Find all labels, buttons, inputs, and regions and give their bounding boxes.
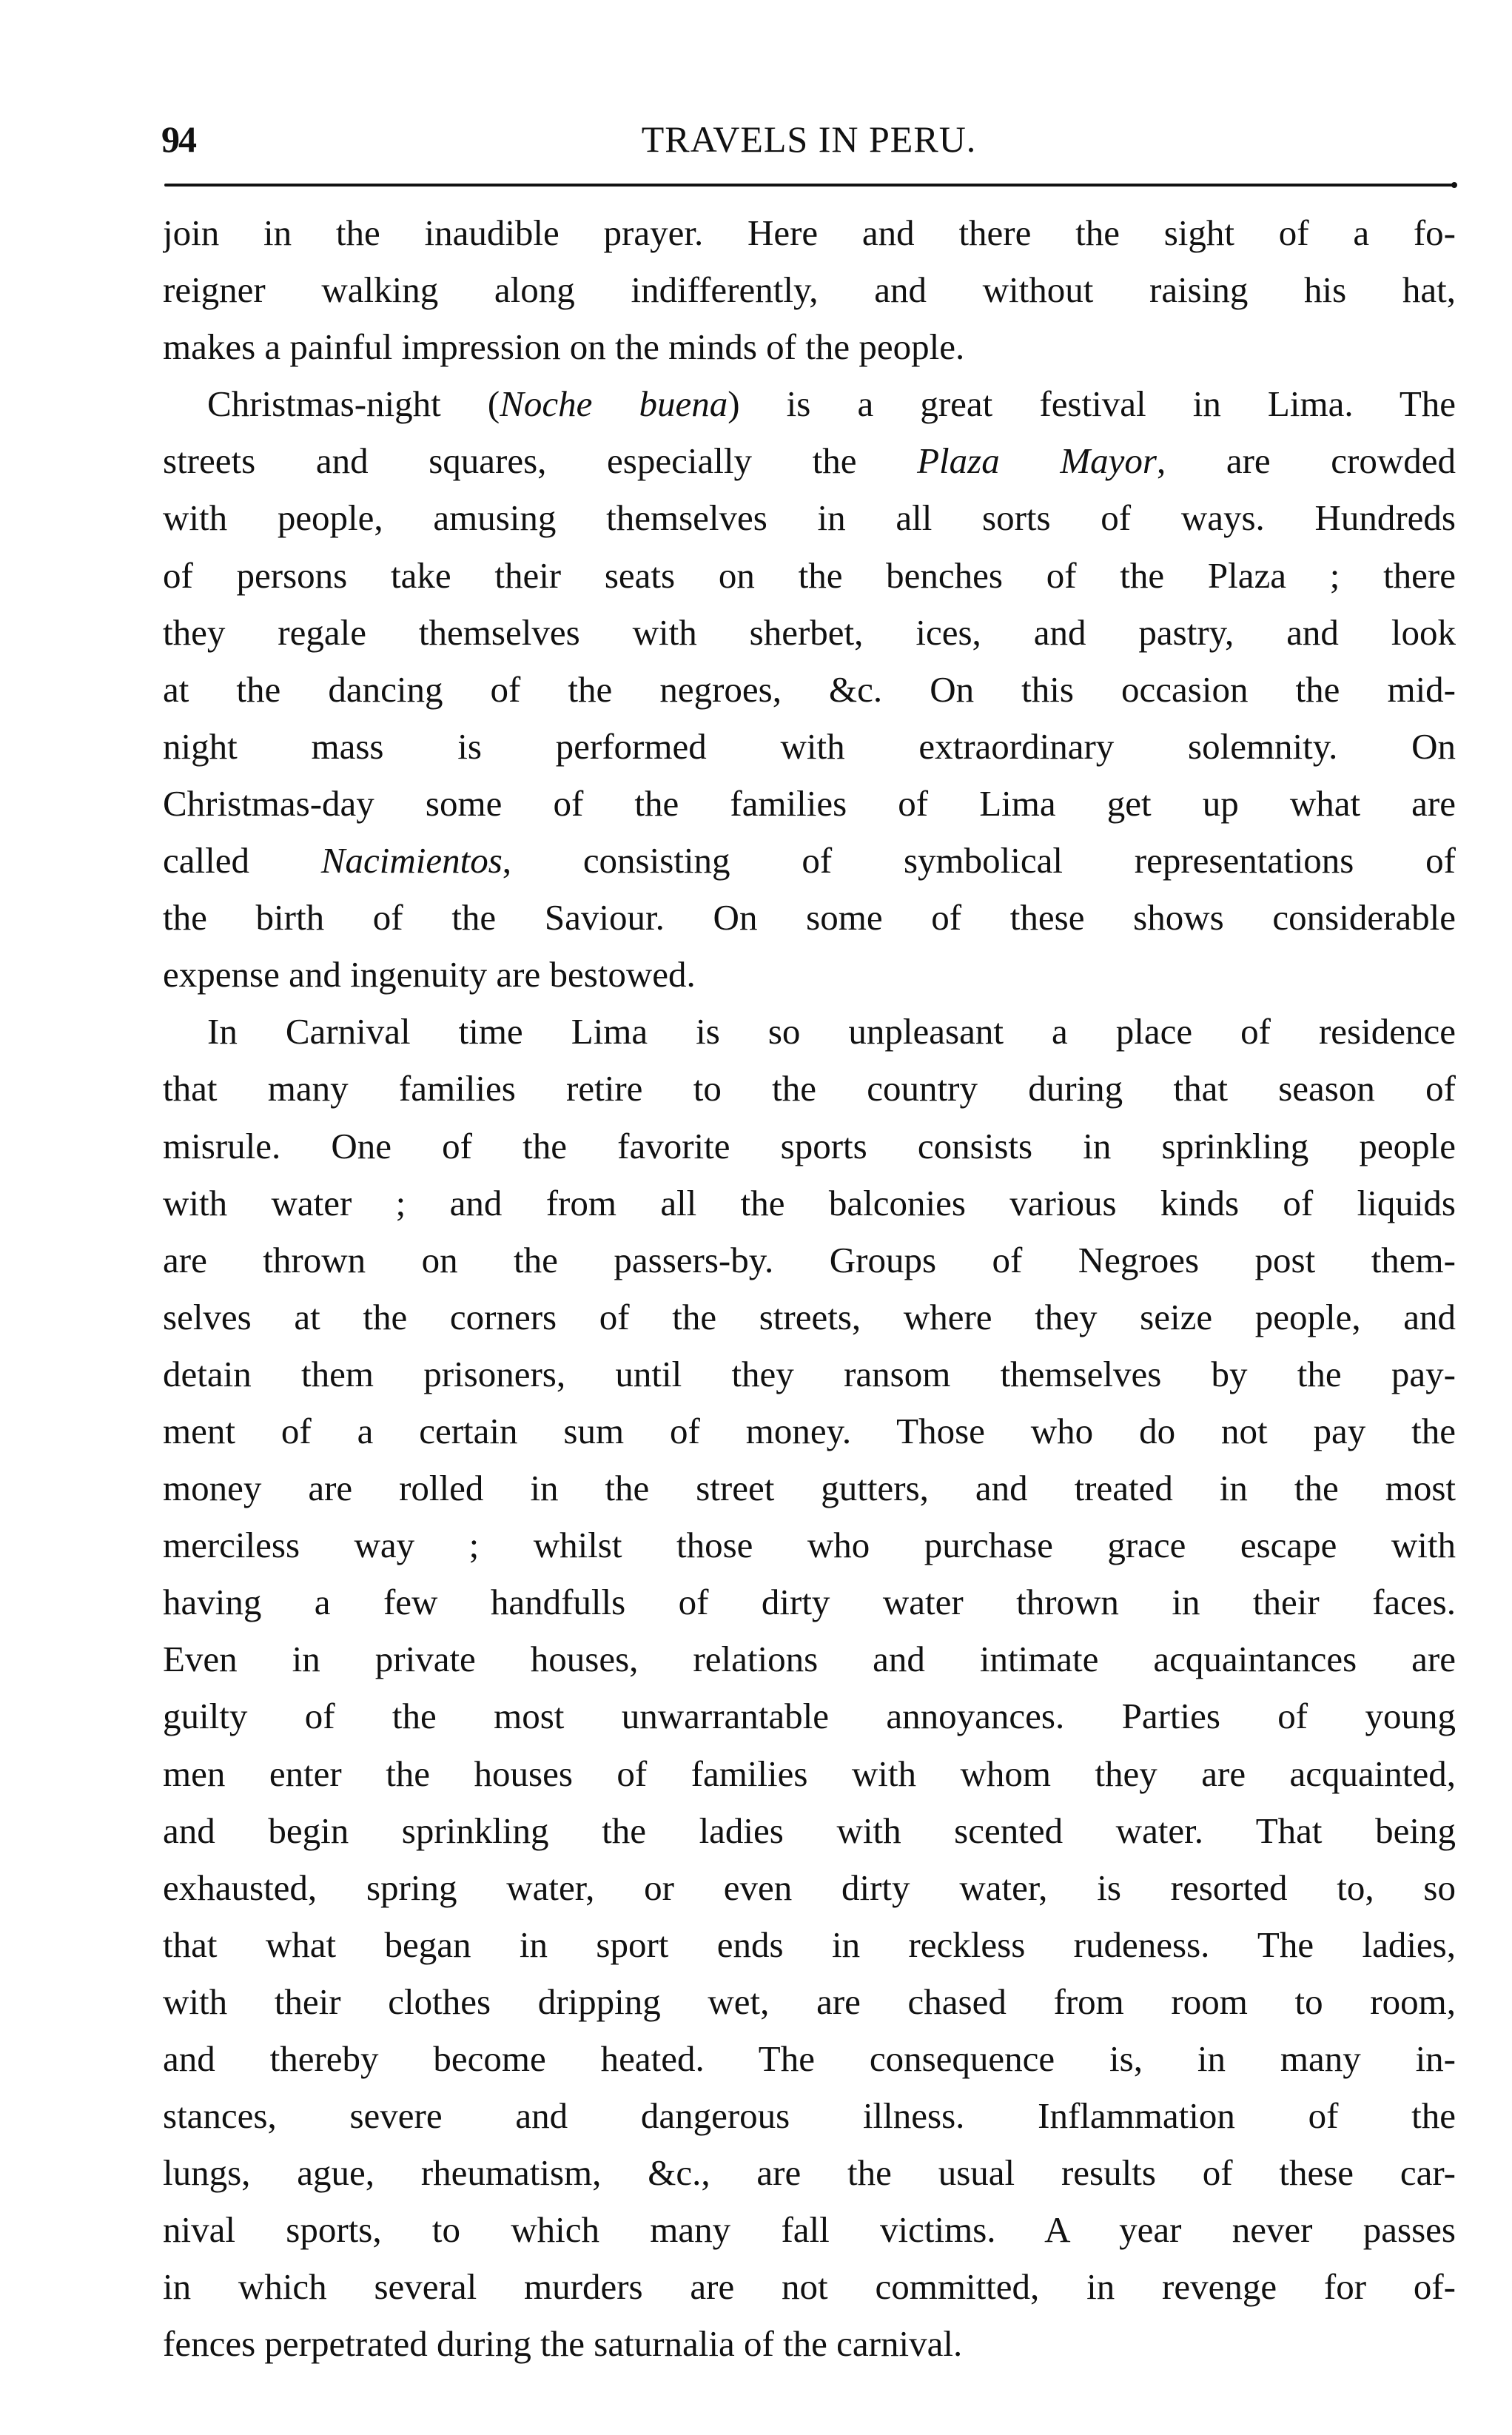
text-line: makes a painful impression on the minds of the people. (163, 326, 965, 368)
text-line: guilty of the most unwarrantable annoyances. Parties of young (163, 1696, 1456, 1737)
italic-term: Noche buena (500, 383, 728, 425)
text-line: called Nacimientos, consisting of symbolical representations of (163, 840, 1456, 881)
text-line: lungs, ague, rheumatism, &c., are the usual results of these car- (163, 2152, 1456, 2194)
text-line: of persons take their seats on the benches of the Plaza ; there (163, 554, 1456, 596)
text-line: and thereby become heated. The consequence is, in many in- (163, 2038, 1456, 2079)
page-number: 94 (161, 118, 195, 160)
text-line: with people, amusing themselves in all sorts of ways. Hundreds (163, 497, 1456, 539)
paragraph-3 (163, 1003, 1456, 2372)
text-line: night mass is performed with extraordinary solemnity. On (163, 725, 1456, 767)
text-line: that many families retire to the country during that season of (163, 1068, 1456, 1109)
running-head (161, 117, 1456, 161)
header-rule (164, 184, 1456, 187)
text-line: money are rolled in the street gutters, and treated in the most (163, 1468, 1456, 1509)
text-line: join in the inaudible prayer. Here and there the sight of a fo- (163, 212, 1456, 253)
text-line: stances, severe and dangerous illness. Inflammation of the (163, 2095, 1456, 2137)
text-line: expense and ingenuity are bestowed. (163, 954, 696, 995)
text-line: Christmas-day some of the families of Lima get up what are (163, 782, 1456, 824)
body-text (163, 204, 1456, 2373)
italic-term: Plaza Mayor (917, 440, 1157, 482)
text-line: misrule. One of the favorite sports consists in sprinkling people (163, 1125, 1456, 1166)
text-line: reigner walking along indifferently, and without raising his hat, (163, 269, 1456, 311)
text-line: streets and squares, especially the Plaza Mayor, are crowded (163, 440, 1456, 482)
running-title: TRAVELS IN PERU. (641, 118, 977, 160)
text-line: exhausted, spring water, or even dirty water, is resorted to, so (163, 1867, 1456, 1908)
text-line: selves at the corners of the streets, where they seize people, and (163, 1296, 1456, 1337)
text-line: nival sports, to which many fall victims. A year never passes (163, 2209, 1456, 2251)
text-line: with water ; and from all the balconies various kinds of liquids (163, 1182, 1456, 1223)
text-line: ment of a certain sum of money. Those who do not pay the (163, 1410, 1456, 1451)
text-line: fences perpetrated during the saturnalia of the carnival. (163, 2323, 963, 2365)
text-line: Christmas-night (Noche buena) is a great festival in Lima. The (207, 383, 1456, 425)
paragraph-2 (163, 375, 1456, 1003)
text-line: Even in private houses, relations and intimate acquaintances are (163, 1639, 1456, 1680)
text-line: men enter the houses of families with whom they are acquainted, (163, 1753, 1456, 1794)
text-line: with their clothes dripping wet, are chased from room to room, (163, 1981, 1456, 2022)
text-line: in which several murders are not committed, in revenge for of- (163, 2266, 1456, 2308)
text-line: that what began in sport ends in reckless rudeness. The ladies, (163, 1924, 1456, 1965)
text-line: merciless way ; whilst those who purchase grace escape with (163, 1525, 1456, 1566)
text-line: detain them prisoners, until they ransom themselves by the pay- (163, 1353, 1456, 1394)
text-line: and begin sprinkling the ladies with scented water. That being (163, 1810, 1456, 1851)
text-line: In Carnival time Lima is so unpleasant a place of residence (207, 1011, 1456, 1052)
text-line: having a few handfulls of dirty water thrown in their faces. (163, 1582, 1456, 1623)
paragraph-1 (163, 204, 1456, 375)
italic-term: Nacimientos (320, 840, 503, 881)
text-line: at the dancing of the negroes, &c. On this occasion the mid- (163, 668, 1456, 710)
text-line: the birth of the Saviour. On some of these shows considerable (163, 897, 1456, 938)
text-line: they regale themselves with sherbet, ices, and pastry, and look (163, 611, 1456, 653)
text-line: are thrown on the passers-by. Groups of Negroes post them- (163, 1239, 1456, 1280)
